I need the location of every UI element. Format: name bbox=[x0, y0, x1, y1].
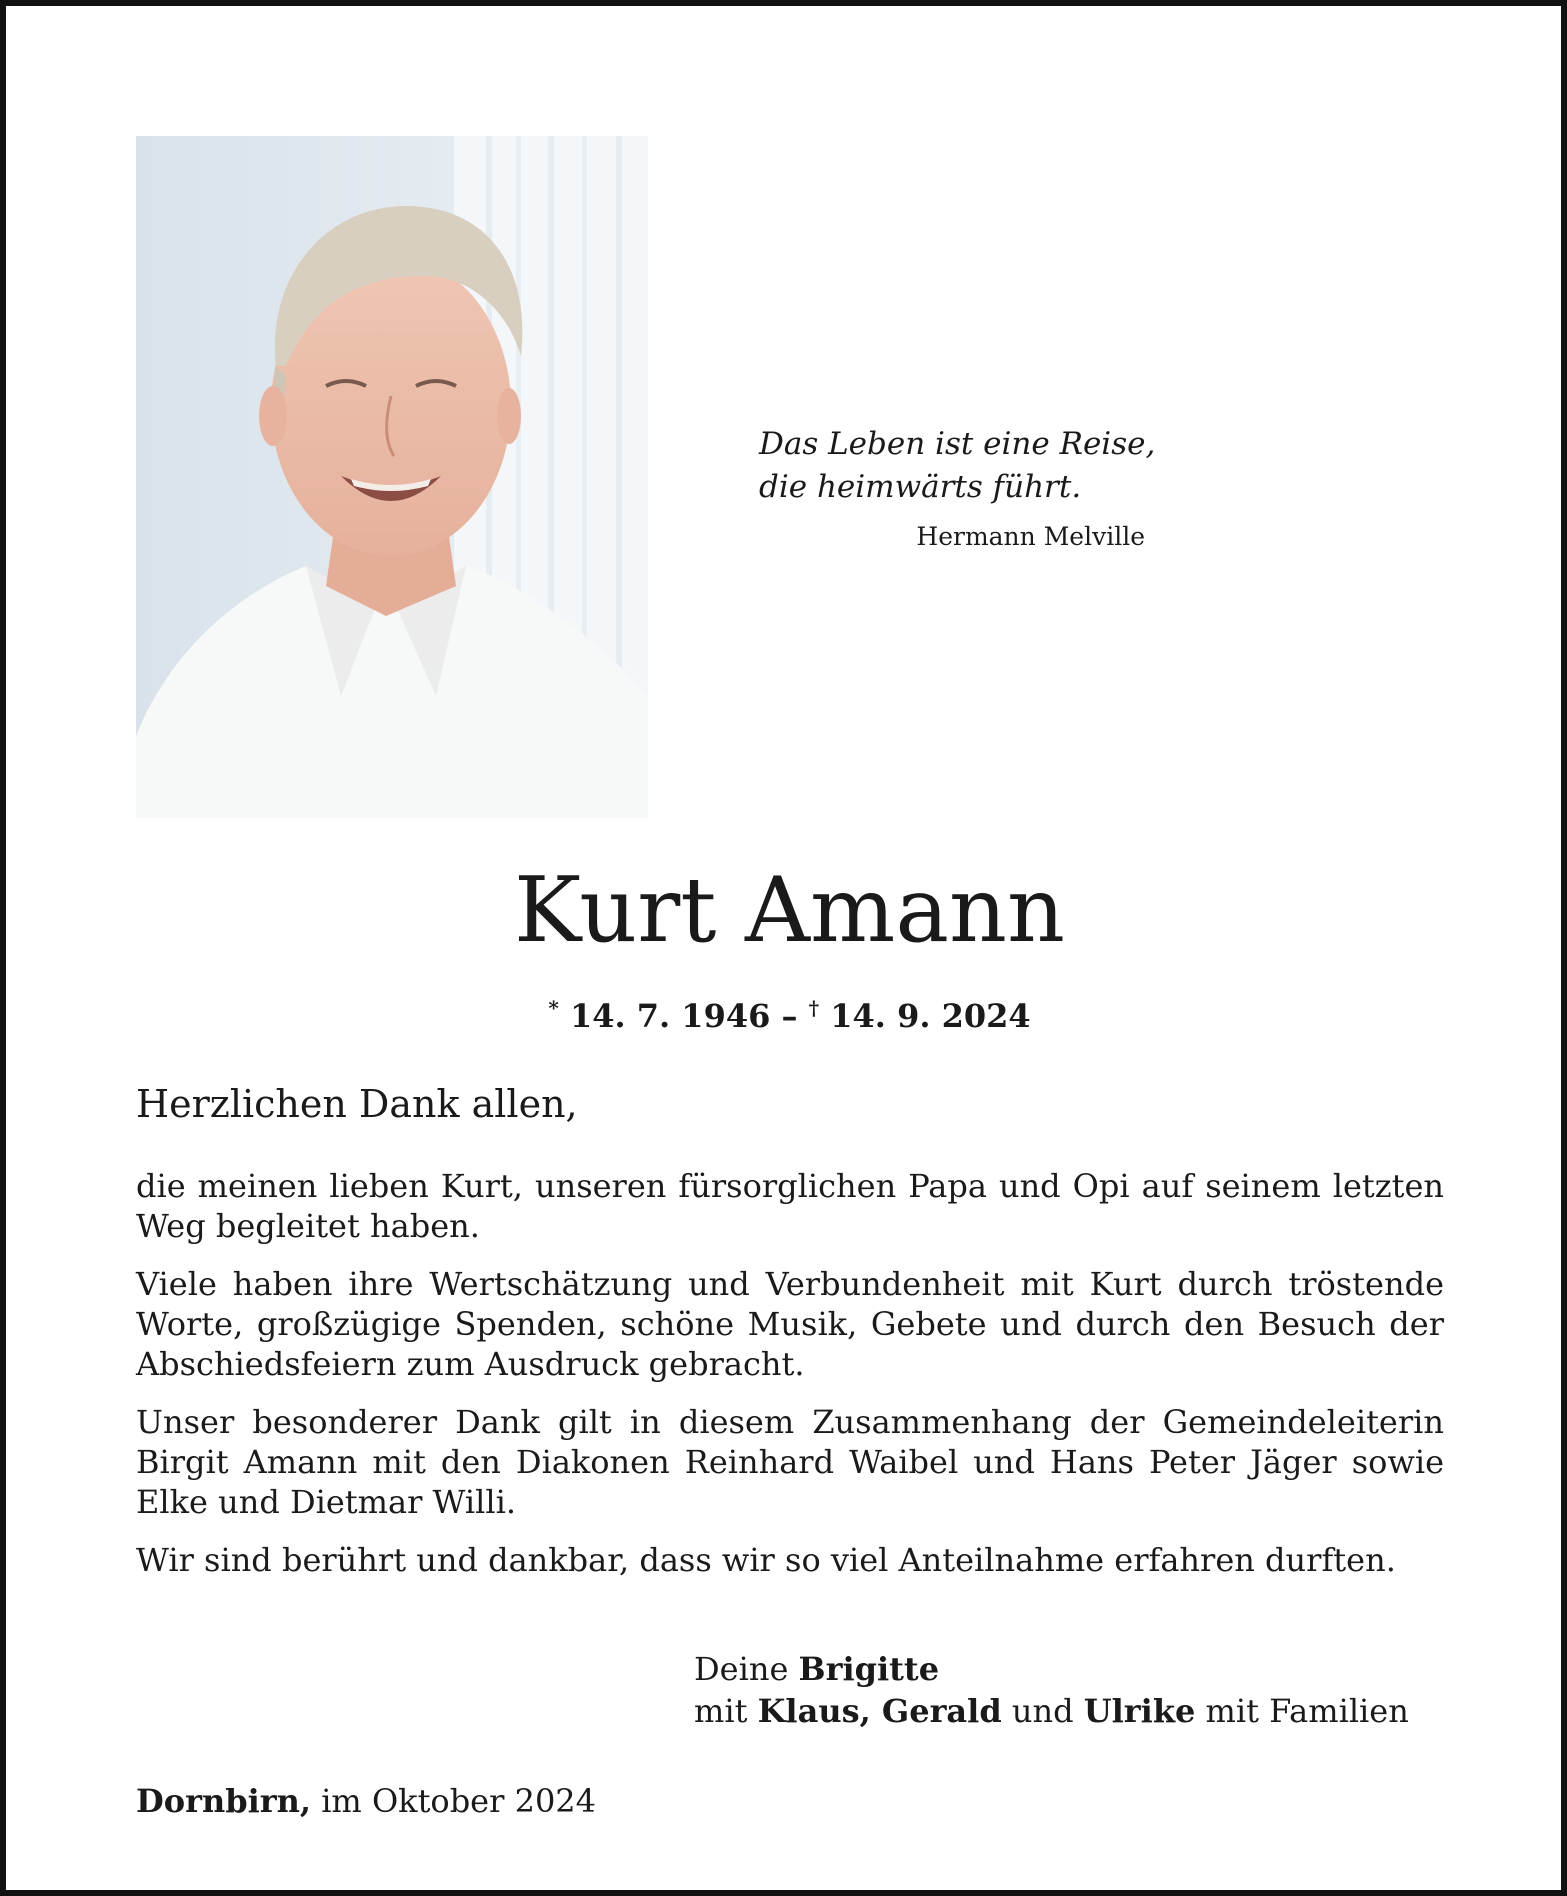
paragraph: Unser besonderer Dank gilt in diesem Zusammenhang der Gemeindeleiterin Birgit Amann mit den Diakonen Reinhard Waibel und Hans Peter Jäger sowie Elke und Dietmar Willi. bbox=[136, 1403, 1444, 1521]
place-city: Dornbirn, bbox=[136, 1782, 312, 1820]
quote-line-1: Das Leben ist eine Reise, bbox=[759, 426, 1156, 462]
life-dates bbox=[6, 986, 1567, 1038]
place-date bbox=[136, 1780, 596, 1822]
birth-symbol: * bbox=[548, 996, 559, 1020]
portrait-illustration bbox=[136, 136, 648, 818]
paragraph: Viele haben ihre Wertschätzung und Verbundenheit mit Kurt durch tröstende Worte, großzügige Spenden, schöne Musik, Gebete und durch den Besuch der Abschiedsfeiern zum Ausdruck gebracht. bbox=[136, 1265, 1444, 1383]
signature-prefix: Deine bbox=[694, 1650, 799, 1688]
signature-name-brigitte: Brigitte bbox=[798, 1650, 940, 1688]
quote-author: Hermann Melville bbox=[916, 522, 1145, 551]
signature-names-children: Klaus, Gerald bbox=[757, 1692, 1002, 1730]
signature-with: mit bbox=[694, 1692, 758, 1730]
paragraph: Wir sind berührt und dankbar, dass wir so viel Anteilnahme erfahren durften. bbox=[136, 1541, 1396, 1579]
quote-line-2: die heimwärts führt. bbox=[759, 469, 1082, 505]
deceased-name: Kurt Amann bbox=[514, 858, 1065, 963]
greeting: Herzlichen Dank allen, bbox=[136, 1082, 578, 1126]
signature bbox=[694, 1648, 1444, 1732]
thank-you-text bbox=[136, 1166, 1444, 1598]
signature-line-1 bbox=[694, 1648, 1444, 1690]
signature-name-ulrike: Ulrike bbox=[1083, 1692, 1196, 1730]
death-date: 14. 9. 2024 bbox=[830, 997, 1031, 1035]
portrait-photo bbox=[136, 136, 648, 818]
place-month: im Oktober 2024 bbox=[311, 1782, 597, 1820]
death-symbol: † bbox=[808, 996, 820, 1020]
signature-families: mit Familien bbox=[1195, 1692, 1409, 1730]
paragraph: die meinen lieben Kurt, unseren fürsorglichen Papa und Opi auf seinem letzten Weg begleitet haben. bbox=[136, 1167, 1444, 1245]
birth-date: 14. 7. 1946 bbox=[569, 997, 771, 1035]
signature-and: und bbox=[1001, 1692, 1084, 1730]
signature-line-2 bbox=[694, 1690, 1444, 1732]
quote-block bbox=[759, 423, 1179, 555]
date-separator: – bbox=[781, 997, 798, 1035]
